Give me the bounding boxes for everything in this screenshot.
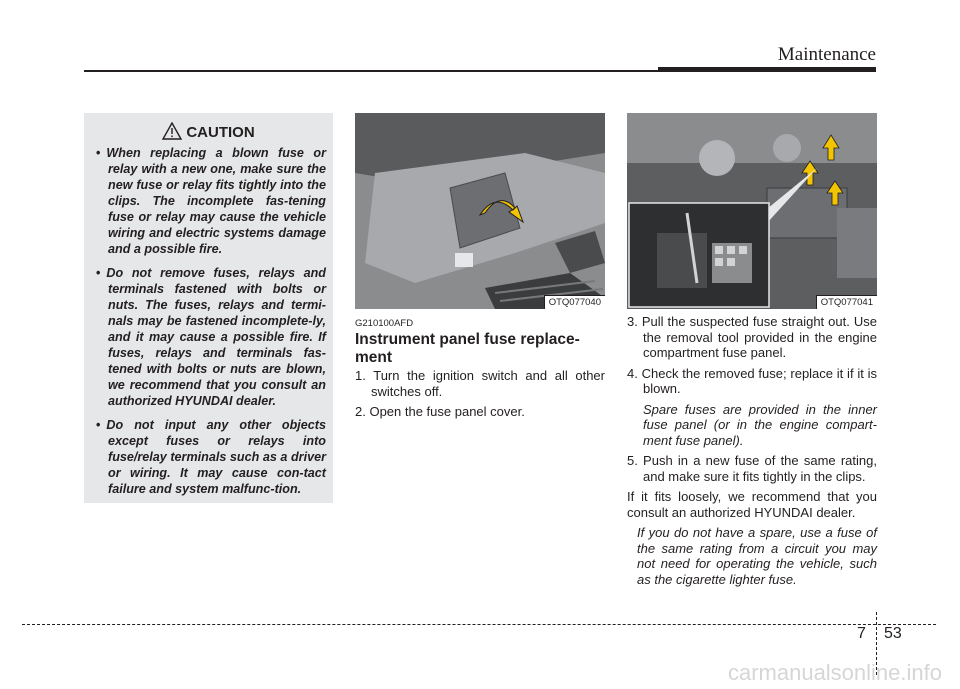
figure-caption-left: OTQ077040 (544, 295, 605, 309)
engine-compartment-illustration (627, 113, 877, 309)
section-title: Maintenance (777, 44, 876, 65)
caution-box (84, 113, 333, 503)
caution-item: • Do not remove fuses, relays and terminals fastened with bolts or nuts. The fuses, relays and termi-nals may be fastened incomplete-ly, and it may cause a possible fire. If fuses, relays and terminals fas-tened with bolts or nuts are blown, we recommend that you consult an authorized HYUNDAI dealer. (94, 265, 326, 409)
step-item: 5. Push in a new fuse of the same rating, and make sure it fits tightly in the clips. (627, 453, 877, 484)
right-steps (627, 314, 877, 397)
page-number: 53 (884, 625, 902, 642)
footer-rule (22, 624, 936, 625)
step-item: 2. Open the fuse panel cover. (355, 404, 525, 419)
right-column (627, 314, 877, 587)
spare-fuse-note: Spare fuses are provided in the inner fuse panel (or in the engine compart-ment fuse panel). (643, 401, 877, 448)
middle-steps (355, 368, 605, 425)
watermark: carmanualsonline.info (727, 660, 942, 685)
step-item: 1. Turn the ignition switch and all other switches off. (355, 368, 605, 399)
step-item: 4. Check the removed fuse; replace it if it is blown. (627, 365, 877, 396)
caution-item: • When replacing a blown fuse or relay with a new one, make sure the new fuse or relay fits tightly into the clips. The incomplete fas-tening fuse or relay may cause the vehicle wiring and electric systems damage and a possible fire. (94, 145, 326, 257)
document-code: G210100AFD (355, 318, 414, 329)
caution-title: CAUTION (186, 124, 255, 141)
step-item: 3. Pull the suspected fuse straight out. Use the removal tool provided in the engine compartment fuse panel. (627, 314, 877, 360)
engine-compartment-photo (627, 113, 877, 309)
instrument-panel-photo (355, 113, 605, 309)
caution-heading (84, 122, 333, 141)
figure-caption-right: OTQ077041 (816, 295, 877, 309)
caution-list (94, 145, 326, 505)
right-steps-2 (627, 453, 877, 484)
section-heading: Instrument panel fuse replace-ment (355, 331, 580, 366)
instrument-panel-illustration (355, 113, 605, 309)
chapter-number: 7 (857, 625, 866, 642)
warning-triangle-icon (162, 122, 182, 140)
header-rule-accent (658, 67, 876, 72)
no-spare-note: If you do not have a spare, use a fuse of the same rating from a circuit you may not need for operating the vehicle, such as the cigarette lighter fuse. (637, 525, 877, 587)
caution-item: • Do not input any other objects except fuses or relays into fuse/relay terminals such as a driver or wiring. It may cause con-tact failure and system malfunc-tion. (94, 417, 326, 497)
loose-fuse-paragraph: If it fits loosely, we recommend that you consult an authorized HYUNDAI dealer. (627, 489, 877, 520)
